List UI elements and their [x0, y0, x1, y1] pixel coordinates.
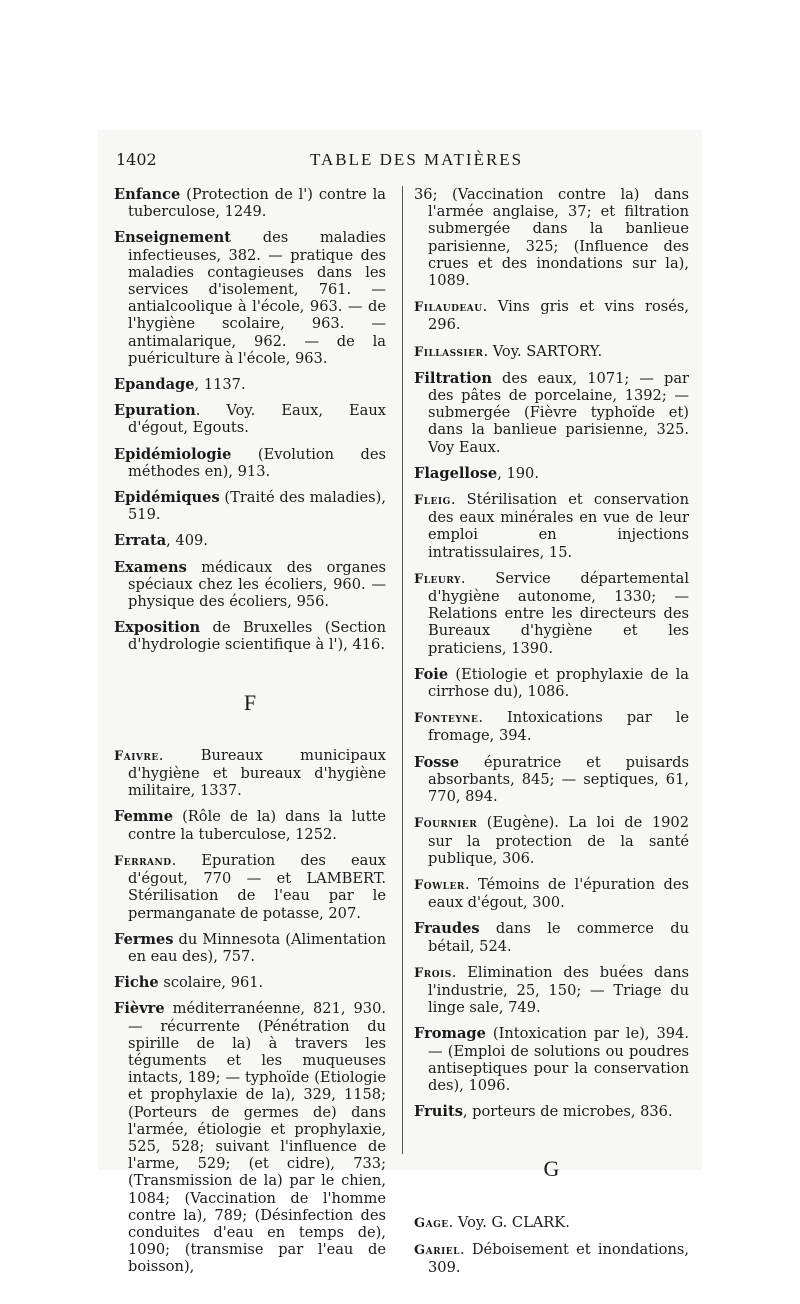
index-entry-heading: Ferrand — [114, 853, 172, 869]
index-entry-heading: Frois — [414, 965, 452, 981]
index-entry-heading: Fillassier — [414, 344, 484, 360]
index-entry-heading: Filaudeau — [414, 300, 483, 316]
index-entry-text: , 190. — [497, 464, 539, 482]
index-entry-heading: Epandage — [114, 376, 195, 394]
index-entry — [414, 1241, 689, 1276]
right-column — [414, 186, 689, 1285]
index-entry-text: . Témoins de l'épuration des eaux d'égout, 300. — [428, 875, 689, 912]
index-entry-text: (Intoxication par le), 394. — (Emploi de solutions ou poudres antiseptiques pour la conservation des), 1096. — [428, 1025, 689, 1094]
index-entry-text: méditerranéenne, 821, 930. — récurrente (Pénétration du spirille de la) à travers les téguments et les muqueuses intacts, 189; — typhoïde (Etiologie et prophylaxie de la), 329, 1158; (Porteurs de germes de) dans l'armée, étiologie et prophylaxie, 525, 528; suivant l'influence de l'arme, 529; (et cidre), 733; (Transmission de la) par le chien, 1084; (Vaccination de l'homme contre la), 789; (Désinfection des conduites d'eau en temps de), 1090; (transmise par l'eau de boisson), — [128, 1000, 386, 1276]
index-entry-text: . Vins gris et vins rosés, 296. — [428, 298, 689, 334]
index-entry — [114, 532, 386, 549]
index-entry — [114, 446, 386, 480]
index-entry-heading: Fournier — [414, 816, 478, 832]
index-entry — [114, 376, 386, 393]
index-entry-heading: Fleig — [414, 493, 451, 509]
section-letter-f: F — [243, 689, 257, 715]
index-entry-heading: Fleury — [414, 571, 461, 587]
index-entry — [114, 808, 386, 842]
index-entry-text: épuratrice et puisards absorbants, 845; — septiques, 61, 770, 894. — [428, 753, 689, 806]
index-entry-heading: Filtration — [414, 369, 492, 387]
index-entry-heading: Femme — [114, 808, 174, 826]
index-entry-text: , 1137. — [194, 376, 246, 394]
index-entry-continuation: 36; (Vaccination contre la) dans l'armée anglaise, 37; et filtration submergée dans la banlieue parisienne, 325; (Influence des crues et des inondations sur la), 1089. — [414, 186, 689, 290]
index-entry — [114, 974, 386, 991]
index-entry-text: du Minnesota (Alimentation en eau des), 757. — [128, 930, 386, 965]
index-entry-text: de Bruxelles (Section d'hydrologie scientifique à l'), 416. — [128, 619, 386, 654]
index-entry — [114, 559, 386, 611]
index-entry-heading: Fosse — [414, 753, 460, 771]
index-entry-heading: Enfance — [114, 186, 181, 203]
index-entry-text: (Protection de l') contre la tuberculose, 1249. — [128, 186, 386, 221]
index-entry — [114, 229, 386, 367]
index-section-f — [114, 747, 386, 1276]
index-entry-text: . Intoxications par le fromage, 394. — [428, 709, 689, 745]
index-entry — [414, 666, 689, 700]
index-entry — [414, 964, 689, 1017]
index-entry-heading: Epidémiologie — [114, 445, 232, 463]
index-entry — [414, 814, 689, 867]
index-entry-heading: Faivre — [114, 748, 159, 764]
index-entry-text: . Voy. G. CLARK. — [448, 1213, 570, 1231]
index-section-e — [114, 186, 386, 654]
index-entry-text: (Rôle de la) dans la lutte contre la tuberculose, 1252. — [128, 808, 386, 843]
index-entry-heading: Gage — [414, 1215, 449, 1231]
index-entry — [414, 709, 689, 744]
index-entry — [114, 747, 386, 800]
index-entry-text: . Elimination des buées dans l'industrie, 25, 150; — Triage du linge sale, 749. — [428, 963, 689, 1017]
index-entry-heading: Fermes — [114, 930, 174, 948]
column-divider — [402, 186, 403, 1154]
index-entry — [414, 465, 689, 482]
index-entry — [414, 876, 689, 911]
running-title: TABLE DES MATIÈRES — [310, 150, 524, 169]
index-section-f-continued — [414, 298, 689, 1120]
index-entry-text: . Bureaux municipaux d'hygiène et bureaux d'hygiène militaire, 1337. — [128, 746, 386, 800]
index-entry-heading: Fiche — [114, 974, 159, 992]
index-entry-heading: Errata — [114, 532, 167, 550]
index-entry-heading: Enseignement — [114, 229, 231, 247]
index-entry-heading: Epuration — [114, 402, 196, 420]
index-entry-heading: Fonteyne — [414, 711, 479, 727]
index-section-g — [414, 1214, 689, 1277]
left-column — [114, 186, 386, 1285]
page-header — [116, 150, 686, 176]
index-entry — [414, 298, 689, 333]
index-entry-heading: Fièvre — [114, 1000, 165, 1018]
index-entry — [114, 852, 386, 922]
index-entry-text: des eaux, 1071; — par des pâtes de porcelaine, 1392; — submergée (Fièvre typhoïde et) dans la banlieue parisienne, 325. Voy Eaux. — [428, 369, 689, 456]
index-entry-text: , 409. — [166, 532, 208, 550]
index-entry-heading: Epidémiques — [114, 489, 220, 507]
index-entry — [114, 619, 386, 653]
index-entry-text: (Eugène). La loi de 1902 sur la protection de la santé publique, 306. — [428, 814, 689, 867]
index-entry-text: . Service départemental d'hygiène autonome, 1330; — Relations entre les directeurs des Bureaux d'hygiène et les praticiens, 1390. — [428, 569, 689, 657]
index-entry — [414, 491, 689, 561]
index-entry-heading: Fromage — [414, 1025, 486, 1043]
index-entry — [414, 570, 689, 657]
index-entry — [414, 754, 689, 806]
index-entry-heading: Exposition — [114, 619, 201, 637]
section-letter-g: G — [543, 1156, 560, 1182]
index-entry — [414, 1103, 689, 1120]
index-entry-heading: Examens — [114, 558, 187, 576]
index-entry-heading: Fraudes — [414, 920, 480, 938]
index-entry-heading: Flagellose — [414, 464, 498, 482]
index-entry — [414, 920, 689, 954]
index-entry-text: scolaire, 961. — [158, 974, 264, 992]
index-entry-text: des maladies infectieuses, 382. — pratique des maladies contagieuses dans les services d'isolement, 761. — antialcoolique à l'école, 963. — de l'hygiène scolaire, 963. — antimalarique, 962. — de la puériculture à l'école, 963. — [128, 229, 386, 367]
index-entry-text: . Déboisement et inondations, 309. — [428, 1240, 689, 1276]
index-entry-text: , porteurs de microbes, 836. — [462, 1103, 673, 1121]
index-entry — [414, 1214, 689, 1232]
index-entry-heading: Fruits — [414, 1103, 463, 1121]
index-entry-heading: Fowler — [414, 877, 465, 893]
index-entry-text: . Voy. Eaux, Eaux d'égout, Egouts. — [128, 402, 386, 437]
index-entry-text: . Voy. SARTORY. — [483, 342, 603, 360]
index-entry — [114, 931, 386, 965]
index-entry-heading: Gariel — [414, 1242, 460, 1258]
index-entry-text: (Traité des maladies), 519. — [128, 489, 386, 524]
page-number: 1402 — [116, 150, 157, 169]
index-entry-text: médicaux des organes spéciaux chez les écoliers, 960. — physique des écoliers, 956. — [128, 558, 386, 611]
index-entry-text: . Stérilisation et conservation des eaux minérales en vue de leur emploi en injections intratissulaires, 15. — [428, 491, 689, 561]
index-entry-text: . Epuration des eaux d'égout, 770 — et LAMBERT. Stérilisation de l'eau par le permanganate de potasse, 207. — [128, 851, 386, 922]
index-entry — [414, 1025, 689, 1094]
index-entry — [114, 402, 386, 436]
index-entry — [114, 1000, 386, 1275]
index-entry — [414, 343, 689, 361]
index-entry — [414, 370, 689, 456]
index-entry-text: dans le commerce du bétail, 524. — [428, 920, 689, 955]
index-entry-text: (Evolution des méthodes en), 913. — [128, 445, 386, 480]
index-entry — [114, 489, 386, 523]
index-entry — [114, 186, 386, 220]
index-entry-text: (Etiologie et prophylaxie de la cirrhose du), 1086. — [428, 665, 689, 701]
index-entry-heading: Foie — [414, 665, 449, 683]
